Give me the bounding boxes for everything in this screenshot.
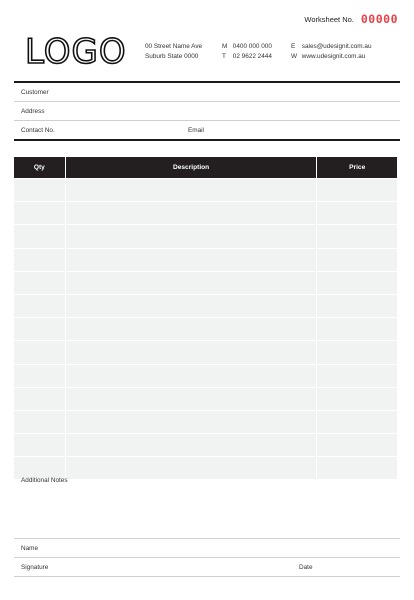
logo-mark [25,34,135,68]
customer-details [14,81,400,141]
price-cell[interactable] [317,225,397,247]
price-cell[interactable] [317,388,397,410]
description-cell[interactable] [66,388,318,410]
business-online [291,42,372,62]
description-cell[interactable] [66,341,318,363]
description-column-header: Description [66,157,318,178]
table-row [14,410,397,433]
table-row [14,201,397,224]
description-cell[interactable] [66,272,318,294]
address-field[interactable] [14,101,400,120]
items-table [14,157,397,479]
qty-cell[interactable] [14,341,66,363]
qty-cell[interactable] [14,249,66,271]
phone-line [222,52,272,62]
price-cell[interactable] [317,411,397,433]
mobile-label: M [222,43,228,50]
price-cell[interactable] [317,249,397,271]
business-phones [222,42,272,62]
price-cell[interactable] [317,457,397,479]
price-cell[interactable] [317,295,397,317]
logo [25,34,135,68]
price-cell[interactable] [317,179,397,201]
price-cell[interactable] [317,318,397,340]
price-cell[interactable] [317,365,397,387]
table-row [14,387,397,410]
name-field[interactable] [14,538,400,557]
table-row [14,224,397,247]
qty-cell[interactable] [14,225,66,247]
description-cell[interactable] [66,249,318,271]
web-label: W [291,53,298,60]
table-row [14,178,397,201]
description-cell[interactable] [66,295,318,317]
address-line-2: Suburb State 0000 [145,53,199,60]
phone-label: T [222,53,226,60]
qty-cell[interactable] [14,179,66,201]
worksheet-number: 00000 [360,12,398,26]
table-row [14,317,397,340]
email-line [291,42,372,52]
table-row [14,433,397,456]
description-cell[interactable] [66,411,318,433]
email-label: E [291,43,296,50]
worksheet-number-label: Worksheet No. [304,14,354,24]
qty-cell[interactable] [14,318,66,340]
price-cell[interactable] [317,202,397,224]
phone-number: 02 9622 2444 [232,53,272,60]
items-table-body [14,178,397,479]
customer-field[interactable] [14,81,400,101]
web-line [291,52,372,62]
qty-cell[interactable] [14,388,66,410]
qty-cell[interactable] [14,202,66,224]
signature-field[interactable] [14,557,400,577]
description-cell[interactable] [66,457,318,479]
date-label: Date [299,564,313,571]
qty-cell[interactable] [14,272,66,294]
description-cell[interactable] [66,179,318,201]
description-cell[interactable] [66,434,318,456]
description-cell[interactable] [66,365,318,387]
qty-cell[interactable] [14,434,66,456]
table-row [14,294,397,317]
description-cell[interactable] [66,225,318,247]
contact-label: Contact No. [21,127,55,134]
signoff-block [14,538,400,577]
price-cell[interactable] [317,434,397,456]
qty-cell[interactable] [14,365,66,387]
description-cell[interactable] [66,318,318,340]
name-label: Name [21,545,39,552]
logo-text: LOGO [25,34,127,68]
qty-cell[interactable] [14,411,66,433]
qty-column-header: Qty [14,157,66,178]
address-label: Address [21,108,45,115]
qty-cell[interactable] [14,295,66,317]
mobile-line [222,42,272,52]
customer-label: Customer [21,89,49,96]
description-cell[interactable] [66,202,318,224]
mobile-number: 0400 000 000 [232,43,272,50]
price-cell[interactable] [317,341,397,363]
signature-label: Signature [21,564,49,571]
items-table-header [14,157,397,178]
address-line-1: 00 Street Name Ave [145,43,203,50]
price-cell[interactable] [317,272,397,294]
table-row [14,364,397,387]
contact-field[interactable] [14,120,400,141]
table-row [14,340,397,363]
customer-email-label: Email [188,127,204,134]
table-row [14,271,397,294]
business-address [145,42,202,62]
price-column-header: Price [349,164,366,171]
email-address: sales@udesignit.com.au [301,43,372,50]
worksheet-number-row [304,12,398,26]
table-row [14,456,397,479]
table-row [14,248,397,271]
additional-notes-label: Additional Notes [21,477,68,484]
website: www.udesignit.com.au [301,53,366,60]
